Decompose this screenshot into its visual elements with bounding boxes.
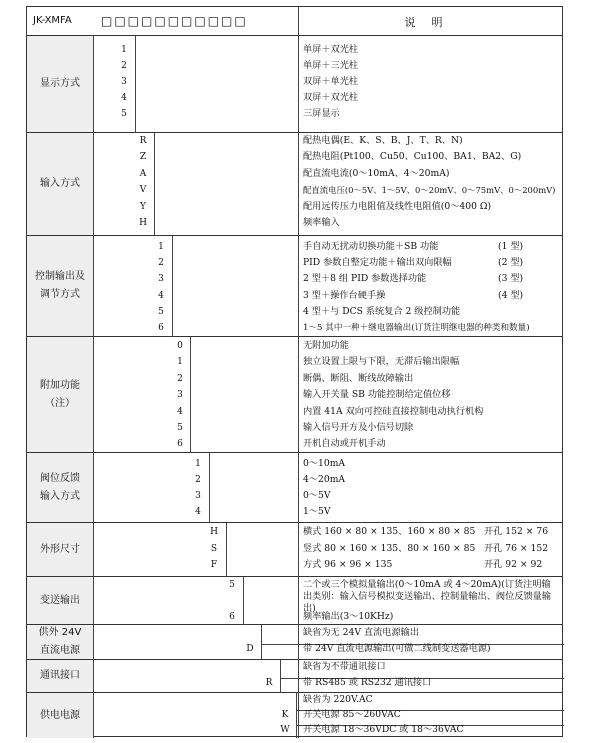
option-code: W xyxy=(280,725,290,735)
section-label-line: 阀位反馈 xyxy=(40,472,80,484)
description-divider xyxy=(298,236,299,337)
option-code: V xyxy=(139,185,147,196)
option-description: 手自动无扰动切换功能＋SB 功能 xyxy=(303,241,439,252)
option-code: 5 xyxy=(121,109,127,119)
option-code: 1 xyxy=(177,357,183,368)
option-description: 双屏＋双光柱 xyxy=(303,92,359,103)
option-description: 缺省为不带通讯接口 xyxy=(303,661,386,672)
model-label: JK-XMFA xyxy=(33,15,72,26)
section-3 xyxy=(27,236,562,337)
option-code: 2 xyxy=(177,373,183,384)
description-divider xyxy=(298,36,299,133)
option-code: S xyxy=(210,543,218,554)
option-code: K xyxy=(281,710,289,720)
option-code: Z xyxy=(139,152,147,163)
cutout-size: 开孔 92 × 92 xyxy=(484,559,543,570)
option-description: 独立设置上限与下限，无滞后输出限幅 xyxy=(303,356,460,368)
section-9 xyxy=(27,660,562,693)
option-description: 配直流电压(0～5V、1～5V、0～20mV、0～75mV、0～200mV) xyxy=(303,185,556,196)
description-divider xyxy=(298,577,299,625)
option-description: 0～10mA xyxy=(303,458,346,469)
option-code: 4 xyxy=(158,290,164,301)
option-description: 1～5 其中一种＋继电器输出(订货注明继电器的种类和数量) xyxy=(303,323,530,333)
section-label xyxy=(27,133,94,235)
section-label-line: 显示方式 xyxy=(40,78,80,89)
code-boxes: □□□□□□□□□□□ xyxy=(101,14,248,28)
option-description: 开机自动或开机手动 xyxy=(303,438,386,450)
code-divider xyxy=(226,523,227,577)
description-divider xyxy=(298,660,299,693)
option-code: 0 xyxy=(177,341,183,351)
option-code: D xyxy=(246,644,254,654)
section-2 xyxy=(27,133,562,236)
section-7 xyxy=(27,577,562,625)
option-code: 1 xyxy=(158,242,164,252)
code-divider xyxy=(172,236,173,337)
option-description: PID 参数自整定功能＋输出双向限幅 xyxy=(303,257,452,269)
option-code: 4 xyxy=(177,406,183,417)
section-label-line: 直流电源 xyxy=(40,645,80,656)
section-label-line: 调节方式 xyxy=(40,289,80,300)
option-type: (3 型) xyxy=(498,273,524,285)
option-type: (4 型) xyxy=(498,289,524,301)
description-divider xyxy=(298,133,299,236)
option-description: 方式 96 × 96 × 135 xyxy=(303,559,393,570)
code-divider xyxy=(209,453,210,523)
option-code: 5 xyxy=(229,580,235,590)
option-code: 1 xyxy=(121,45,127,55)
option-description: 缺省为 220V.AC xyxy=(303,694,373,705)
option-description: 配热电偶(E、K、S、B、J、T、R、N) xyxy=(303,135,463,146)
option-description: 带 24V 直流电源输出(可做二线制变送器电源) xyxy=(303,643,491,654)
option-code: Y xyxy=(140,201,146,212)
option-code: R xyxy=(139,136,147,146)
option-description: 2 型＋8 组 PID 参数选择功能 xyxy=(303,273,427,285)
option-code: 6 xyxy=(229,612,235,622)
section-label-line: 通讯接口 xyxy=(40,670,80,681)
option-type: (2 型) xyxy=(498,257,524,269)
code-divider xyxy=(261,625,262,660)
option-description: 单屏＋三光柱 xyxy=(303,60,359,71)
section-label xyxy=(27,236,94,336)
option-code: 2 xyxy=(158,258,164,269)
section-5 xyxy=(27,453,562,523)
section-label xyxy=(27,660,94,692)
option-description: 4 型＋与 DCS 系统复合 2 级控制功能 xyxy=(303,305,461,317)
option-code: 4 xyxy=(195,507,201,517)
option-code: 2 xyxy=(195,475,201,485)
section-label-line: 变送输出 xyxy=(40,594,80,606)
option-type: (1 型) xyxy=(498,241,524,252)
option-description: 竖式 80 × 160 × 135、80 × 160 × 85 xyxy=(303,542,476,554)
option-code: 4 xyxy=(121,93,127,103)
option-description: 频率输入 xyxy=(303,217,340,228)
option-code: 6 xyxy=(158,323,164,333)
option-description: 开关电源 18～36VDC 或 18～36VAC xyxy=(303,724,464,735)
option-code: A xyxy=(139,168,147,179)
section-label xyxy=(27,453,94,522)
description-divider xyxy=(298,693,299,738)
option-description: 3 型＋操作台硬手操 xyxy=(303,289,386,301)
option-description: 开关电源 85～260VAC xyxy=(303,709,401,720)
option-description: 输入开关量 SB 功能控制给定值位移 xyxy=(303,389,451,401)
selection-table xyxy=(26,6,563,737)
description-divider xyxy=(298,523,299,577)
code-divider xyxy=(135,36,136,133)
option-description: 三屏显示 xyxy=(303,108,340,119)
code-divider xyxy=(190,337,191,453)
section-label-line: 输入方式 xyxy=(40,490,80,502)
code-divider xyxy=(243,577,244,625)
option-description: 0～5V xyxy=(303,490,331,501)
option-code: 3 xyxy=(177,390,183,401)
code-divider xyxy=(154,133,155,236)
section-label-line: 输入方式 xyxy=(40,178,80,189)
section-1 xyxy=(27,36,562,133)
option-description: 带 RS485 或 RS232 通讯接口 xyxy=(303,677,432,688)
option-code: 6 xyxy=(177,439,183,450)
option-description: 无附加功能 xyxy=(303,340,349,351)
option-description: 单屏＋双光柱 xyxy=(303,44,359,55)
description-divider xyxy=(298,625,299,660)
section-label xyxy=(27,36,94,132)
section-4 xyxy=(27,337,562,453)
section-label-line: 供外 24V xyxy=(38,627,82,638)
option-code: 3 xyxy=(121,77,127,87)
section-label-line: 供电电源 xyxy=(40,709,80,721)
option-description: 频率输出(3～10KHz) xyxy=(303,611,394,622)
option-description: 4～20mA xyxy=(303,474,346,485)
option-code: 2 xyxy=(121,61,127,71)
option-code: F xyxy=(210,560,218,570)
section-8 xyxy=(27,625,562,660)
option-description: 配用远传压力电阻值及线性电阻值(0～400 Ω) xyxy=(303,200,492,212)
option-description: 输入信号开方及小信号切除 xyxy=(303,422,414,433)
cutout-size: 开孔 76 × 152 xyxy=(484,542,549,554)
option-description: 内置 41A 双向可控硅直接控制电动执行机构 xyxy=(303,405,484,417)
table-header xyxy=(27,7,562,36)
section-label xyxy=(27,577,94,624)
option-description: 配直流电流(0～10mA、4～20mA) xyxy=(303,167,450,179)
option-code: 3 xyxy=(195,491,201,501)
description-divider xyxy=(298,337,299,453)
section-6 xyxy=(27,523,562,577)
option-description: 断偶、断阻、断线故障输出 xyxy=(303,372,414,384)
code-divider xyxy=(296,693,297,738)
section-label-line: （注） xyxy=(45,397,75,409)
section-label-line: 外形尺寸 xyxy=(40,543,80,555)
section-label xyxy=(27,625,94,659)
option-description: 横式 160 × 80 × 135、160 × 80 × 85 xyxy=(303,526,476,537)
section-10 xyxy=(27,693,562,738)
option-code: R xyxy=(265,678,273,688)
section-label xyxy=(27,523,94,576)
section-label-line: 附加功能 xyxy=(40,379,80,391)
option-description: 配热电阻(Pt100、Cu50、Cu100、BA1、BA2、G) xyxy=(303,151,522,163)
option-code: H xyxy=(139,218,147,228)
option-description: 双屏＋单光柱 xyxy=(303,76,359,87)
option-code: 3 xyxy=(158,274,164,285)
option-code: H xyxy=(210,527,218,537)
option-description: 1～5V xyxy=(303,506,331,517)
section-label xyxy=(27,337,94,452)
option-description: 二个或三个模拟量输出(0～10mA 或 4～20mA)(订货注明输出类别：输入信号模拟变送输出、控制量输出、阀位反馈量输出) xyxy=(303,579,552,614)
description-divider xyxy=(298,453,299,523)
description-header: 说明 xyxy=(404,15,459,29)
code-divider xyxy=(280,660,281,693)
section-label-line: 控制输出及 xyxy=(35,271,85,282)
section-label xyxy=(27,693,94,738)
cutout-size: 开孔 152 × 76 xyxy=(484,526,549,537)
option-code: 1 xyxy=(195,459,201,469)
option-code: 5 xyxy=(158,306,164,317)
option-description: 缺省为无 24V 直流电源输出 xyxy=(303,627,420,638)
option-code: 5 xyxy=(177,423,183,433)
